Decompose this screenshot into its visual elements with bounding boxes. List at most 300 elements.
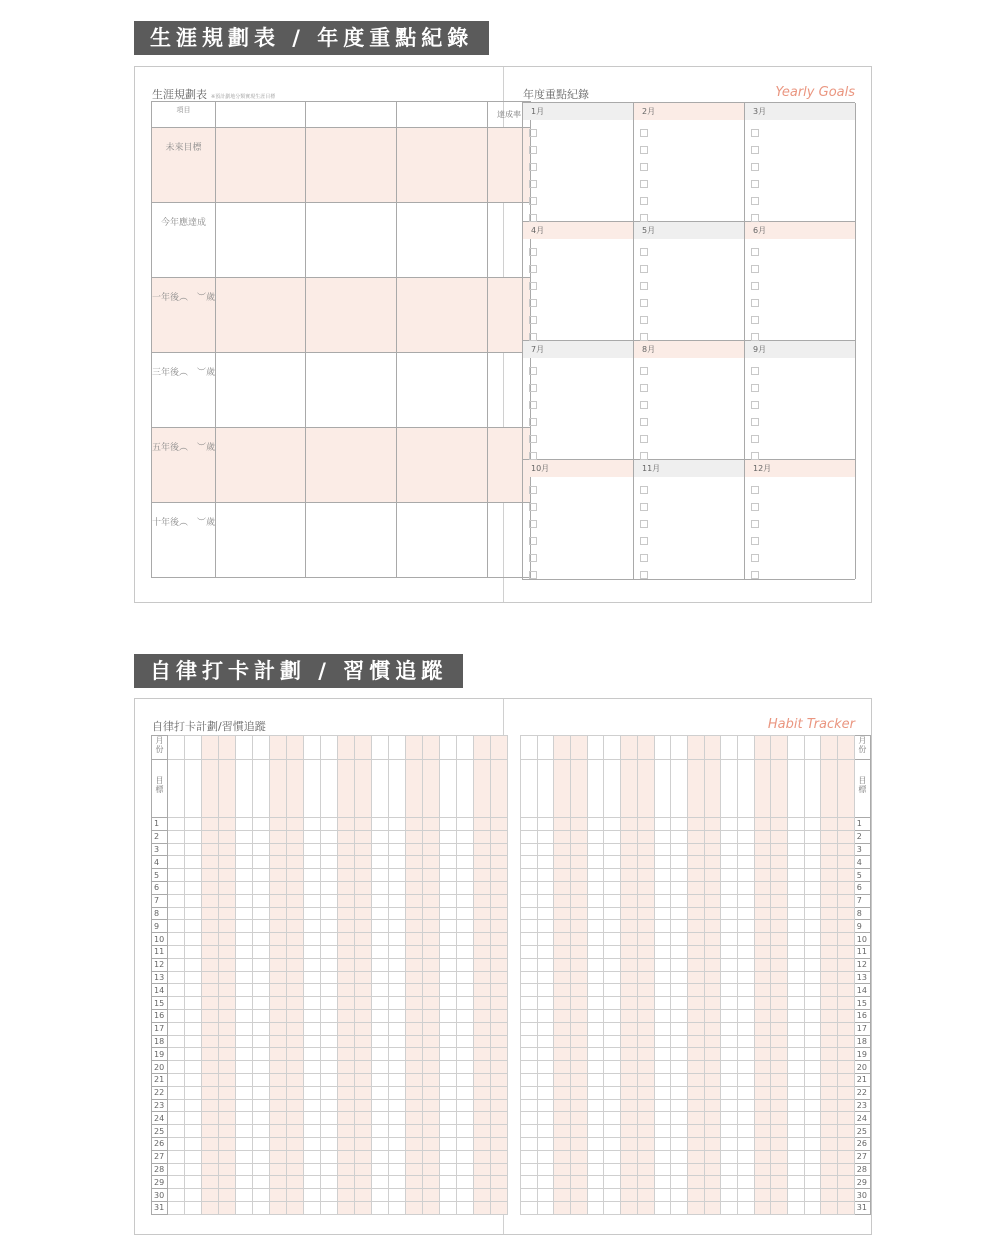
habit-cell[interactable] [521,958,538,971]
habit-cell[interactable] [554,1137,571,1150]
habit-cell[interactable] [554,1112,571,1125]
habit-cell[interactable] [389,1073,406,1086]
habit-cell[interactable] [202,971,219,984]
habit-cell[interactable] [704,984,721,997]
habit-cell[interactable] [721,881,738,894]
goal-checkbox[interactable] [751,367,759,375]
habit-cell[interactable] [287,818,304,831]
habit-cell[interactable] [202,818,219,831]
habit-cell[interactable] [372,894,389,907]
goal-checkbox[interactable] [529,367,537,375]
habit-cell[interactable] [621,1112,638,1125]
habit-cell[interactable] [671,933,688,946]
habit-cell[interactable] [287,907,304,920]
habit-cell[interactable] [704,1022,721,1035]
habit-cell[interactable] [554,1201,571,1214]
habit-cell[interactable] [185,945,202,958]
habit-cell[interactable] [236,933,253,946]
habit-cell[interactable] [537,869,554,882]
habit-cell[interactable] [537,1061,554,1074]
habit-cell[interactable] [321,760,338,818]
habit-cell[interactable] [491,958,508,971]
habit-cell[interactable] [338,869,355,882]
habit-cell[interactable] [654,958,671,971]
goal-checkbox[interactable] [751,554,759,562]
habit-cell[interactable] [389,971,406,984]
habit-cell[interactable] [440,1163,457,1176]
habit-cell[interactable] [372,1150,389,1163]
habit-cell[interactable] [604,1086,621,1099]
habit-cell[interactable] [457,1189,474,1202]
habit-cell[interactable] [236,920,253,933]
habit-cell[interactable] [236,1009,253,1022]
habit-cell[interactable] [491,1061,508,1074]
habit-cell[interactable] [554,830,571,843]
habit-cell[interactable] [406,920,423,933]
habit-cell[interactable] [537,1086,554,1099]
habit-cell[interactable] [304,1099,321,1112]
habit-cell[interactable] [771,894,788,907]
habit-cell[interactable] [321,830,338,843]
habit-cell[interactable] [537,1022,554,1035]
habit-cell[interactable] [587,1201,604,1214]
habit-cell[interactable] [202,843,219,856]
habit-cell[interactable] [754,920,771,933]
habit-cell[interactable] [219,856,236,869]
habit-cell[interactable] [554,843,571,856]
habit-cell[interactable] [704,1189,721,1202]
habit-cell[interactable] [521,1009,538,1022]
habit-cell[interactable] [521,1176,538,1189]
goal-checkbox[interactable] [751,146,759,154]
habit-cell[interactable] [821,945,838,958]
habit-cell[interactable] [474,1035,491,1048]
habit-cell[interactable] [321,920,338,933]
habit-cell[interactable] [389,907,406,920]
habit-cell[interactable] [621,760,638,818]
habit-cell[interactable] [219,907,236,920]
habit-cell[interactable] [737,971,754,984]
habit-cell[interactable] [737,1061,754,1074]
habit-cell[interactable] [521,1048,538,1061]
habit-cell[interactable] [338,1163,355,1176]
habit-cell[interactable] [474,1099,491,1112]
habit-cell[interactable] [321,945,338,958]
habit-cell[interactable] [338,760,355,818]
habit-cell[interactable] [587,1189,604,1202]
habit-cell[interactable] [185,997,202,1010]
habit-cell[interactable] [168,1022,185,1035]
habit-cell[interactable] [571,830,588,843]
habit-cell[interactable] [287,971,304,984]
habit-cell[interactable] [587,856,604,869]
goal-checkbox[interactable] [640,435,648,443]
habit-cell[interactable] [338,1150,355,1163]
habit-cell[interactable] [771,997,788,1010]
habit-cell[interactable] [253,881,270,894]
habit-cell[interactable] [270,958,287,971]
habit-cell[interactable] [788,856,805,869]
habit-cell[interactable] [304,1150,321,1163]
habit-cell[interactable] [389,945,406,958]
habit-cell[interactable] [554,997,571,1010]
habit-cell[interactable] [788,1137,805,1150]
habit-cell[interactable] [737,1086,754,1099]
habit-cell[interactable] [338,933,355,946]
habit-cell[interactable] [754,1022,771,1035]
habit-cell[interactable] [287,736,304,760]
habit-cell[interactable] [321,1137,338,1150]
habit-cell[interactable] [621,830,638,843]
habit-cell[interactable] [804,1150,821,1163]
habit-cell[interactable] [521,1086,538,1099]
habit-cell[interactable] [355,1022,372,1035]
habit-cell[interactable] [554,933,571,946]
habit-cell[interactable] [604,1125,621,1138]
habit-cell[interactable] [440,736,457,760]
habit-cell[interactable] [304,1073,321,1086]
habit-cell[interactable] [423,1048,440,1061]
habit-cell[interactable] [687,818,704,831]
habit-cell[interactable] [440,818,457,831]
habit-cell[interactable] [804,1086,821,1099]
habit-cell[interactable] [253,920,270,933]
habit-cell[interactable] [671,997,688,1010]
habit-cell[interactable] [185,1137,202,1150]
habit-cell[interactable] [355,1035,372,1048]
habit-cell[interactable] [788,1163,805,1176]
habit-cell[interactable] [521,1061,538,1074]
habit-cell[interactable] [788,894,805,907]
habit-cell[interactable] [737,907,754,920]
habit-cell[interactable] [604,869,621,882]
goal-checkbox[interactable] [640,282,648,290]
habit-cell[interactable] [804,1035,821,1048]
habit-cell[interactable] [474,1073,491,1086]
goal-checkbox[interactable] [751,520,759,528]
habit-cell[interactable] [804,818,821,831]
habit-cell[interactable] [521,1125,538,1138]
habit-cell[interactable] [253,984,270,997]
habit-cell[interactable] [168,1061,185,1074]
goal-checkbox[interactable] [640,384,648,392]
habit-cell[interactable] [491,997,508,1010]
goal-checkbox[interactable] [529,316,537,324]
habit-cell[interactable] [737,830,754,843]
habit-cell[interactable] [270,1022,287,1035]
habit-cell[interactable] [287,881,304,894]
habit-cell[interactable] [754,1048,771,1061]
goal-checkbox[interactable] [751,486,759,494]
habit-cell[interactable] [406,907,423,920]
habit-cell[interactable] [671,1176,688,1189]
habit-cell[interactable] [219,933,236,946]
habit-cell[interactable] [537,997,554,1010]
goal-checkbox[interactable] [529,486,537,494]
habit-cell[interactable] [587,1048,604,1061]
habit-cell[interactable] [372,1163,389,1176]
habit-cell[interactable] [687,1022,704,1035]
habit-cell[interactable] [637,818,654,831]
habit-cell[interactable] [355,1009,372,1022]
habit-cell[interactable] [406,1189,423,1202]
habit-cell[interactable] [838,1022,855,1035]
career-cell[interactable] [306,128,397,203]
habit-cell[interactable] [671,971,688,984]
habit-cell[interactable] [253,1201,270,1214]
habit-cell[interactable] [321,1125,338,1138]
habit-cell[interactable] [457,881,474,894]
habit-cell[interactable] [737,984,754,997]
habit-cell[interactable] [771,1189,788,1202]
habit-cell[interactable] [338,856,355,869]
habit-cell[interactable] [474,1086,491,1099]
habit-cell[interactable] [687,907,704,920]
habit-cell[interactable] [554,894,571,907]
habit-cell[interactable] [721,869,738,882]
habit-cell[interactable] [737,1099,754,1112]
habit-cell[interactable] [704,736,721,760]
habit-cell[interactable] [236,881,253,894]
habit-cell[interactable] [737,945,754,958]
habit-cell[interactable] [604,997,621,1010]
habit-cell[interactable] [654,1137,671,1150]
habit-cell[interactable] [721,1112,738,1125]
habit-cell[interactable] [185,1009,202,1022]
habit-cell[interactable] [474,1112,491,1125]
habit-cell[interactable] [521,1099,538,1112]
habit-cell[interactable] [440,1112,457,1125]
habit-cell[interactable] [621,856,638,869]
habit-cell[interactable] [554,760,571,818]
habit-cell[interactable] [202,736,219,760]
habit-cell[interactable] [754,1176,771,1189]
habit-cell[interactable] [423,1201,440,1214]
habit-cell[interactable] [406,869,423,882]
habit-cell[interactable] [537,945,554,958]
habit-cell[interactable] [521,907,538,920]
habit-cell[interactable] [474,856,491,869]
habit-cell[interactable] [754,894,771,907]
habit-cell[interactable] [389,1150,406,1163]
habit-cell[interactable] [491,907,508,920]
habit-cell[interactable] [236,1073,253,1086]
habit-cell[interactable] [491,945,508,958]
habit-cell[interactable] [355,997,372,1010]
habit-cell[interactable] [737,1112,754,1125]
habit-cell[interactable] [202,1022,219,1035]
habit-cell[interactable] [537,1176,554,1189]
habit-cell[interactable] [621,971,638,984]
habit-cell[interactable] [236,1125,253,1138]
habit-cell[interactable] [704,920,721,933]
habit-cell[interactable] [287,894,304,907]
habit-cell[interactable] [721,1073,738,1086]
habit-cell[interactable] [804,920,821,933]
habit-cell[interactable] [474,1176,491,1189]
habit-cell[interactable] [754,1137,771,1150]
habit-cell[interactable] [236,736,253,760]
habit-cell[interactable] [637,1099,654,1112]
habit-cell[interactable] [423,997,440,1010]
habit-cell[interactable] [687,830,704,843]
habit-cell[interactable] [491,856,508,869]
habit-cell[interactable] [389,984,406,997]
habit-cell[interactable] [474,920,491,933]
habit-cell[interactable] [236,894,253,907]
habit-cell[interactable] [804,1048,821,1061]
habit-cell[interactable] [687,971,704,984]
habit-cell[interactable] [654,933,671,946]
habit-cell[interactable] [554,1150,571,1163]
habit-cell[interactable] [440,1176,457,1189]
habit-cell[interactable] [270,869,287,882]
habit-cell[interactable] [457,984,474,997]
habit-cell[interactable] [491,1125,508,1138]
habit-cell[interactable] [821,971,838,984]
habit-cell[interactable] [754,971,771,984]
habit-cell[interactable] [457,1009,474,1022]
habit-cell[interactable] [671,869,688,882]
habit-cell[interactable] [637,760,654,818]
habit-cell[interactable] [621,933,638,946]
habit-cell[interactable] [253,907,270,920]
habit-cell[interactable] [804,971,821,984]
goal-checkbox[interactable] [751,316,759,324]
habit-cell[interactable] [236,856,253,869]
habit-cell[interactable] [704,1125,721,1138]
habit-cell[interactable] [491,984,508,997]
habit-cell[interactable] [788,1061,805,1074]
habit-cell[interactable] [671,1035,688,1048]
habit-cell[interactable] [838,945,855,958]
habit-cell[interactable] [168,843,185,856]
habit-cell[interactable] [474,894,491,907]
habit-cell[interactable] [372,818,389,831]
habit-cell[interactable] [219,1137,236,1150]
habit-cell[interactable] [621,1163,638,1176]
habit-cell[interactable] [389,1048,406,1061]
habit-cell[interactable] [168,907,185,920]
habit-cell[interactable] [474,945,491,958]
goal-checkbox[interactable] [640,486,648,494]
habit-cell[interactable] [571,997,588,1010]
goal-checkbox[interactable] [529,146,537,154]
career-cell[interactable] [216,278,306,353]
habit-cell[interactable] [287,843,304,856]
habit-cell[interactable] [168,1112,185,1125]
habit-cell[interactable] [185,1061,202,1074]
habit-cell[interactable] [604,736,621,760]
habit-cell[interactable] [457,907,474,920]
habit-cell[interactable] [571,1201,588,1214]
habit-cell[interactable] [253,1189,270,1202]
habit-cell[interactable] [554,920,571,933]
habit-cell[interactable] [355,920,372,933]
habit-cell[interactable] [671,856,688,869]
habit-cell[interactable] [571,1176,588,1189]
habit-cell[interactable] [721,1061,738,1074]
goal-checkbox[interactable] [529,299,537,307]
habit-cell[interactable] [389,760,406,818]
habit-cell[interactable] [168,818,185,831]
habit-cell[interactable] [754,1009,771,1022]
habit-cell[interactable] [788,830,805,843]
habit-cell[interactable] [185,1073,202,1086]
habit-cell[interactable] [304,1137,321,1150]
habit-cell[interactable] [804,1201,821,1214]
habit-cell[interactable] [253,1163,270,1176]
habit-cell[interactable] [491,933,508,946]
habit-cell[interactable] [621,920,638,933]
career-cell[interactable] [216,353,306,428]
habit-cell[interactable] [219,1163,236,1176]
habit-cell[interactable] [687,1137,704,1150]
habit-cell[interactable] [440,997,457,1010]
habit-cell[interactable] [587,760,604,818]
habit-cell[interactable] [474,1163,491,1176]
habit-cell[interactable] [721,1150,738,1163]
habit-cell[interactable] [457,933,474,946]
habit-cell[interactable] [440,843,457,856]
habit-cell[interactable] [372,1137,389,1150]
habit-cell[interactable] [423,760,440,818]
habit-cell[interactable] [587,1176,604,1189]
habit-cell[interactable] [637,830,654,843]
habit-cell[interactable] [389,736,406,760]
habit-cell[interactable] [671,843,688,856]
habit-cell[interactable] [821,1073,838,1086]
habit-cell[interactable] [338,945,355,958]
habit-cell[interactable] [838,830,855,843]
habit-cell[interactable] [185,843,202,856]
habit-cell[interactable] [168,1201,185,1214]
habit-cell[interactable] [671,1163,688,1176]
goal-checkbox[interactable] [529,282,537,290]
habit-cell[interactable] [721,1125,738,1138]
habit-cell[interactable] [788,1099,805,1112]
habit-cell[interactable] [236,997,253,1010]
habit-cell[interactable] [440,1035,457,1048]
habit-cell[interactable] [637,1189,654,1202]
habit-cell[interactable] [654,1189,671,1202]
habit-cell[interactable] [389,881,406,894]
habit-cell[interactable] [754,881,771,894]
habit-cell[interactable] [721,1163,738,1176]
habit-cell[interactable] [637,869,654,882]
habit-cell[interactable] [423,818,440,831]
habit-cell[interactable] [304,1189,321,1202]
habit-cell[interactable] [571,760,588,818]
habit-cell[interactable] [704,1086,721,1099]
habit-cell[interactable] [604,1035,621,1048]
habit-cell[interactable] [202,1125,219,1138]
habit-cell[interactable] [270,1163,287,1176]
habit-cell[interactable] [236,843,253,856]
habit-cell[interactable] [737,1137,754,1150]
goal-checkbox[interactable] [640,129,648,137]
habit-cell[interactable] [270,1099,287,1112]
habit-cell[interactable] [168,1099,185,1112]
habit-cell[interactable] [587,1061,604,1074]
habit-cell[interactable] [338,920,355,933]
habit-cell[interactable] [838,894,855,907]
habit-cell[interactable] [521,843,538,856]
habit-cell[interactable] [304,1163,321,1176]
goal-checkbox[interactable] [529,520,537,528]
habit-cell[interactable] [457,869,474,882]
goal-checkbox[interactable] [529,537,537,545]
